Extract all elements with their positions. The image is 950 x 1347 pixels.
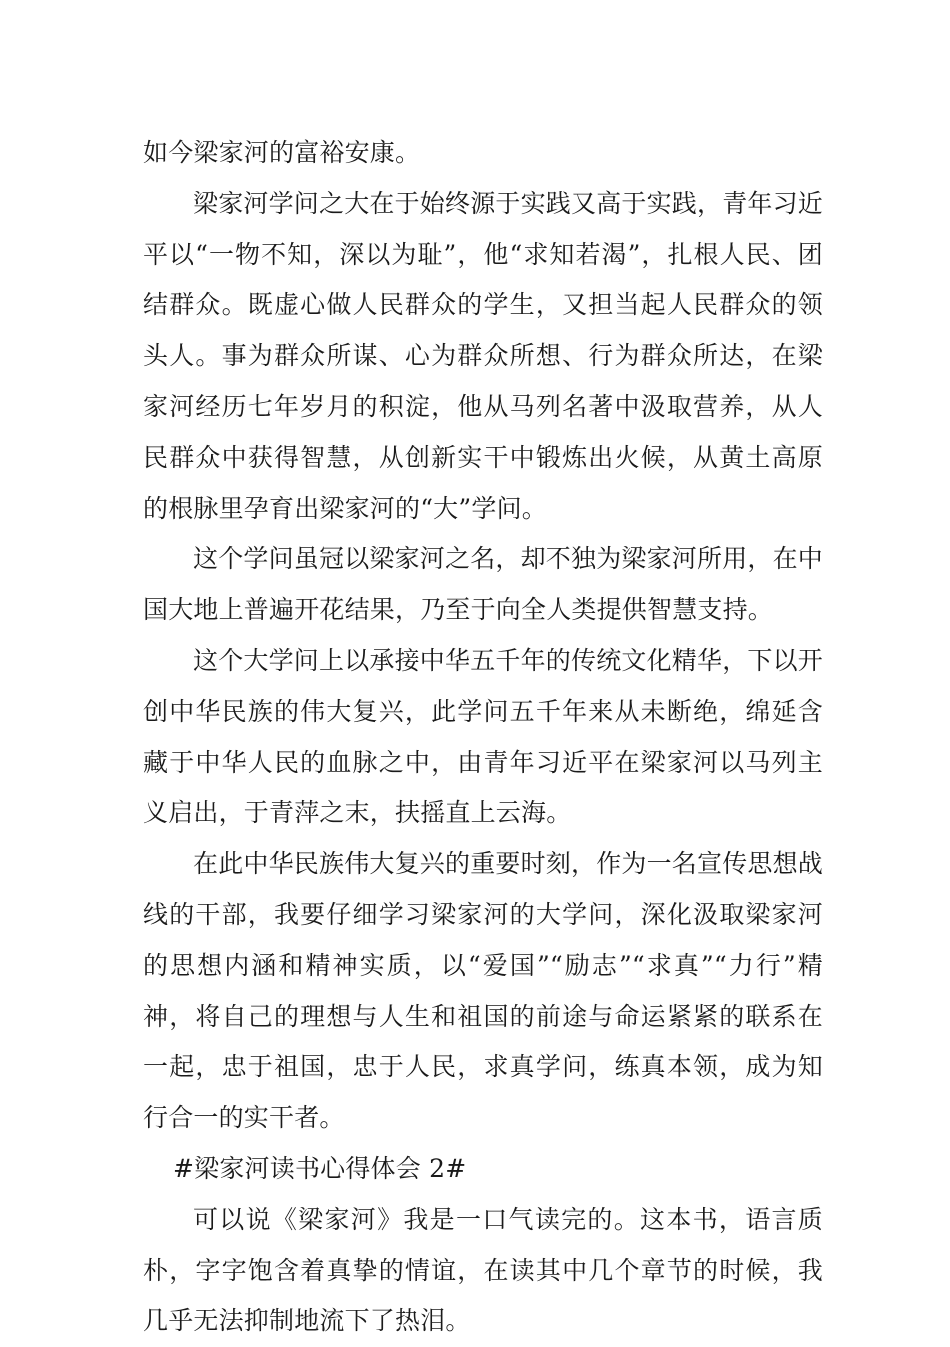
paragraph-lianjiahe-learning: 梁家河学问之大在于始终源于实践又高于实践，青年习近平以“一物不知，深以为耻”，他“求知若渴”，扎根人民、团结群众。既虚心做人民群众的学生，又担当起人民群众的领头人。事为群众所谋、心为群众所想、行为群众所达，在梁家河经历七年岁月的积淀，他从马列名著中汲取营养，从人民群众中获得智慧，从创新实干中锻炼出火候，从黄土高原的根脉里孕育出梁家河的“大”学问。 bbox=[143, 188, 824, 523]
paragraph-reading-experience: 可以说《梁家河》我是一口气读完的。这本书，语言质朴，字字饱含着真挚的情谊，在读其中几个章节的时候，我几乎无法抑制地流下了热泪。 bbox=[143, 1204, 823, 1336]
document-body bbox=[143, 128, 823, 1347]
section-heading: #梁家河读书心得体会 2# bbox=[173, 1153, 467, 1183]
paragraph-continuation: 如今梁家河的富裕安康。 bbox=[143, 138, 421, 167]
paragraph-cadre-commitment: 在此中华民族伟大复兴的重要时刻，作为一名宣传思想战线的干部，我要仔细学习梁家河的大学问，深化汲取梁家河的思想内涵和精神实质，以“爱国”“励志”“求真”“力行”精神，将自己的理想与人生和祖国的前途与命运紧紧的联系在一起，忠于祖国，忠于人民，求真学问，练真本领，成为知行合一的实干者。 bbox=[143, 849, 824, 1133]
paragraph-learning-name: 这个学问虽冠以梁家河之名，却不独为梁家河所用，在中国大地上普遍开花结果，乃至于向全人类提供智慧支持。 bbox=[143, 544, 824, 625]
paragraph-great-learning: 这个大学问上以承接中华五千年的传统文化精华，下以开创中华民族的伟大复兴，此学问五千年来从未断绝，绵延含藏于中华人民的血脉之中，由青年习近平在梁家河以马列主义启出，于青萍之末，扶摇直上云海。 bbox=[143, 645, 824, 828]
